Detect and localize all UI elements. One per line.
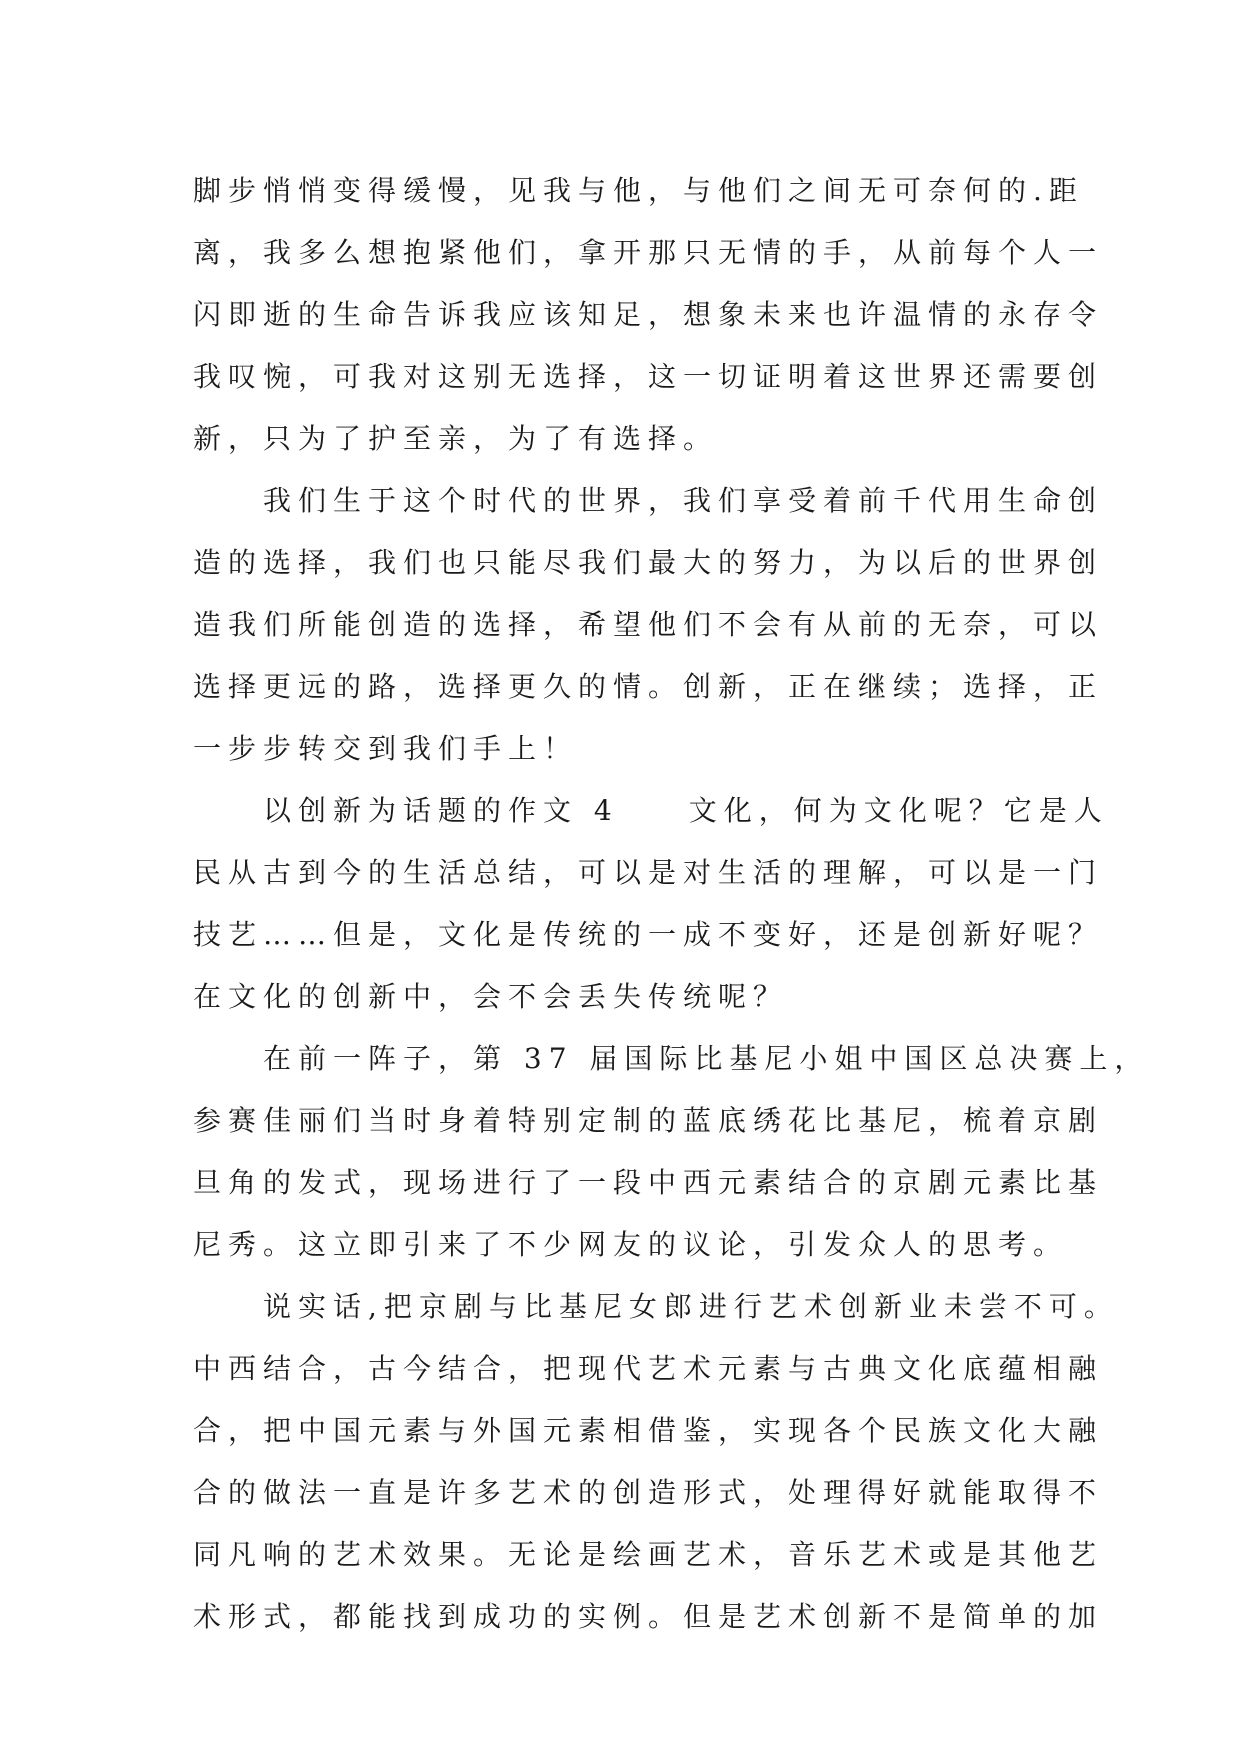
text-line: 尼秀。这立即引来了不少网友的议论，引发众人的思考。 (193, 1228, 1069, 1261)
paragraph-start-line: 我们生于这个时代的世界，我们享受着前千代用生命创 (263, 484, 1104, 517)
text-line: 新，只为了护至亲，为了有选择。 (193, 422, 719, 455)
text-line: 造的选择，我们也只能尽我们最大的努力，为以后的世界创 (193, 546, 1104, 579)
text-line: 闪即逝的生命告诉我应该知足，想象未来也许温情的永存令 (193, 298, 1104, 331)
text-line: 同凡响的艺术效果。无论是绘画艺术，音乐艺术或是其他艺 (193, 1538, 1104, 1571)
text-line: 合的做法一直是许多艺术的创造形式，处理得好就能取得不 (193, 1476, 1104, 1509)
paragraph-start-line: 在前一阵子，第 37 届国际比基尼小姐中国区总决赛上， (263, 1042, 1150, 1075)
text-line: 参赛佳丽们当时身着特别定制的蓝底绣花比基尼，梳着京剧 (193, 1104, 1104, 1137)
text-line: 造我们所能创造的选择，希望他们不会有从前的无奈，可以 (193, 608, 1104, 641)
text-line: 离，我多么想抱紧他们，拿开那只无情的手，从前每个人一 (193, 236, 1104, 269)
text-line: 旦角的发式，现场进行了一段中西元素结合的京剧元素比基 (193, 1166, 1104, 1199)
text-line: 合，把中国元素与外国元素相借鉴，实现各个民族文化大融 (193, 1414, 1104, 1447)
text-line: 术形式，都能找到成功的实例。但是艺术创新不是简单的加 (193, 1600, 1104, 1633)
text-line: 民从古到今的生活总结，可以是对生活的理解，可以是一门 (193, 856, 1104, 889)
text-line: 选择更远的路，选择更久的情。创新，正在继续；选择，正 (193, 670, 1104, 703)
text-line: 脚步悄悄变得缓慢，见我与他，与他们之间无可奈何的.距 (193, 174, 1084, 207)
paragraph-start-line: 说实话,把京剧与比基尼女郎进行艺术创新业未尝不可。 (263, 1290, 1119, 1323)
document-body (193, 160, 1150, 1648)
text-line: 中西结合，古今结合，把现代艺术元素与古典文化底蕴相融 (193, 1352, 1104, 1385)
text-line: 我叹惋，可我对这别无选择，这一切证明着这世界还需要创 (193, 360, 1104, 393)
paragraph-start-line: 以创新为话题的作文 4 文化，何为文化呢？它是人 (263, 794, 1109, 827)
text-line: 技艺……但是，文化是传统的一成不变好，还是创新好呢？ (193, 918, 1104, 951)
text-line: 一步步转交到我们手上！ (193, 732, 579, 765)
text-line: 在文化的创新中，会不会丢失传统呢？ (193, 980, 789, 1013)
